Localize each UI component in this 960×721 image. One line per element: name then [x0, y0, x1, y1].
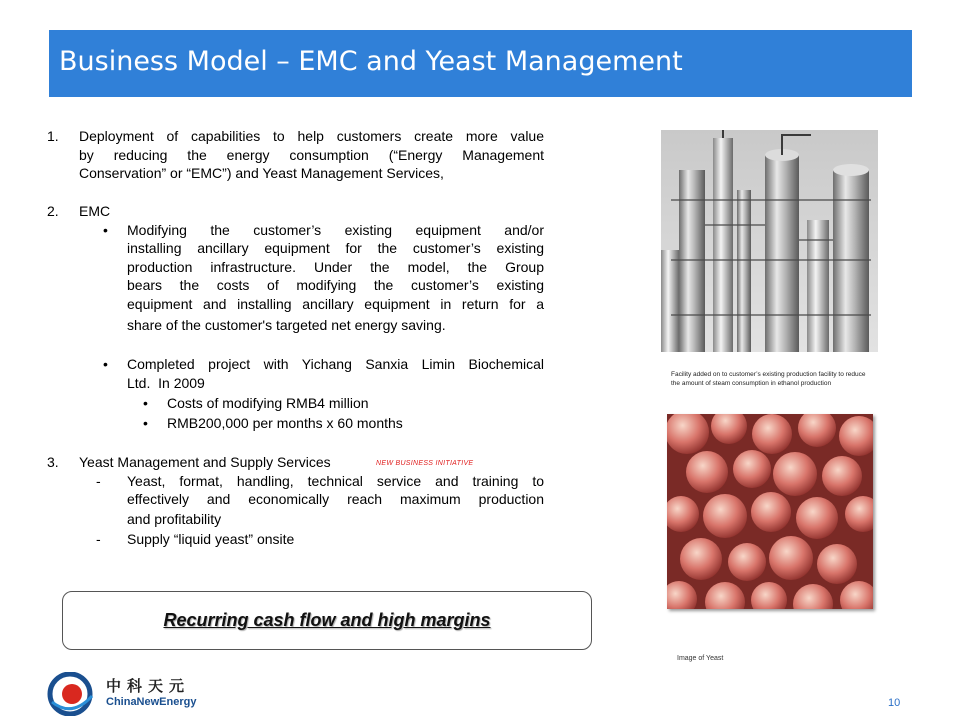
- logo-english-name: ChinaNewEnergy: [106, 696, 197, 708]
- item2-number: 2.: [47, 203, 59, 219]
- sub-bullet-1: Costs of modifying RMB4 million: [167, 395, 369, 411]
- dash-b-symbol: -: [96, 531, 101, 547]
- bullet-b-line-1: Completed project with Yichang Sanxia Limin Biochemical: [127, 356, 544, 372]
- item1-line-1: Deployment of capabilities to help customers create more value: [79, 128, 544, 144]
- dash-a-line-3: and profitability: [127, 511, 222, 527]
- new-initiative-tag: NEW BUSINESS INITIATIVE: [376, 460, 474, 467]
- bullet-a-line-5: equipment and installing ancillary equipment in return for a: [127, 295, 544, 312]
- item3-label: Yeast Management and Supply Services: [79, 454, 331, 470]
- logo-emblem-icon: [46, 672, 98, 716]
- page-number: 10: [888, 697, 901, 709]
- bullet-a-line-6: share of the customer's targeted net energy saving.: [127, 317, 446, 333]
- item1-line-3: Conservation” or “EMC”) and Yeast Management Services,: [79, 165, 444, 181]
- item2-label: EMC: [79, 203, 111, 219]
- sub-bullet-2-symbol: •: [143, 415, 148, 431]
- bullet-a-line-1: Modifying the customer’s existing equipment and/or: [127, 221, 544, 238]
- bullet-b-symbol: •: [103, 356, 108, 372]
- distillation-tower-image: [661, 130, 878, 352]
- tower-caption: Facility added on to customer’s existing production facility to reduce the amount of steam consumption in ethanol production: [671, 371, 866, 387]
- bullet-a-line-4: bears the costs of modifying the customer’s existing: [127, 277, 544, 293]
- sub-bullet-2: RMB200,000 per months x 60 months: [167, 415, 403, 431]
- company-logo: [46, 672, 206, 716]
- bullet-a-symbol: •: [103, 221, 108, 238]
- item1-number: 1.: [47, 128, 59, 144]
- yeast-image: [667, 414, 873, 609]
- page-title: Business Model – EMC and Yeast Management: [59, 46, 683, 77]
- dash-a-symbol: -: [96, 472, 101, 489]
- bullet-b-line-2: Ltd. In 2009: [127, 374, 205, 391]
- dash-a-line-2: effectively and economically reach maximum production: [127, 491, 544, 507]
- logo-chinese-name: 中科天元: [106, 677, 191, 695]
- bullet-a-line-3: production infrastructure. Under the model, the Group: [127, 258, 544, 275]
- yeast-caption: Image of Yeast: [677, 655, 724, 662]
- dash-b-line: Supply “liquid yeast” onsite: [127, 531, 295, 547]
- highlight-box: [62, 591, 592, 650]
- item1-line-2: by reducing the energy consumption (“Energy Management: [79, 146, 544, 163]
- sub-bullet-1-symbol: •: [143, 395, 148, 411]
- dash-a-line-1: Yeast, format, handling, technical service and training to: [127, 472, 544, 489]
- bullet-a-line-2: installing ancillary equipment for the customer’s existing: [127, 240, 544, 256]
- highlight-text: Recurring cash flow and high margins: [163, 610, 491, 630]
- item3-number: 3.: [47, 454, 59, 470]
